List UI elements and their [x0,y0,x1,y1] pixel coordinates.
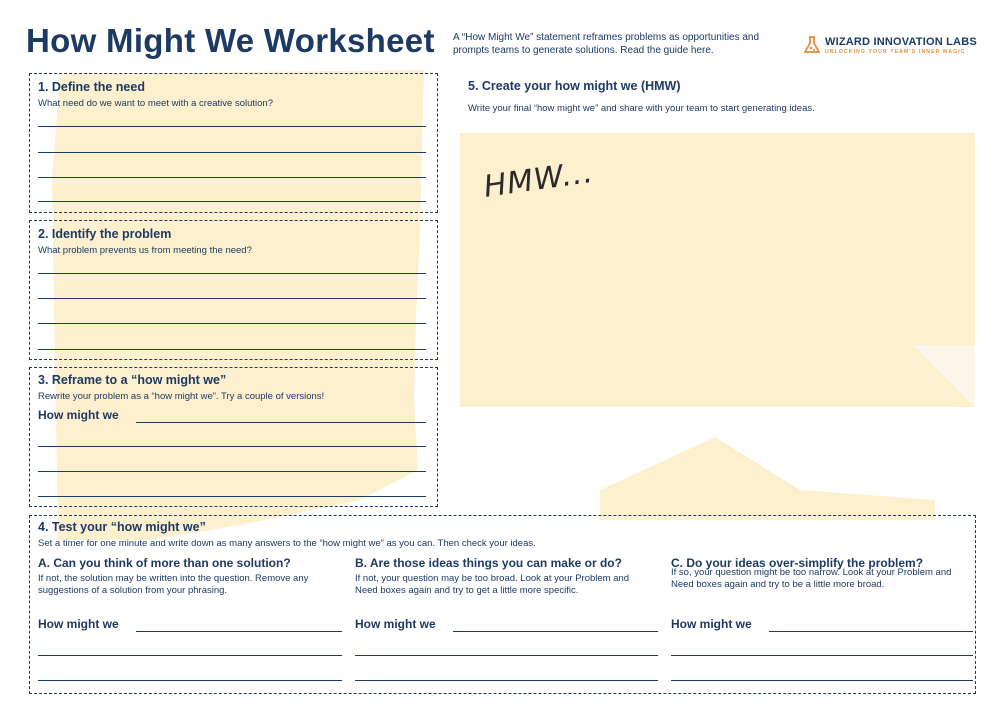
hmw-writing-line[interactable] [136,422,426,423]
writing-line[interactable] [671,655,973,656]
identify-problem-heading: 2. Identify the problem [38,227,172,241]
test-column-b-hmw-label: How might we [355,617,436,631]
test-column-c-text: If so, your question might be too narrow. Look at your Problem and Need boxes again and try to be a little more broad. [671,567,952,590]
create-hmw-prompt: Write your final “how might we” and share with your team to start generating ideas. [468,103,815,114]
writing-line[interactable] [38,655,342,656]
hmw-writing-line[interactable] [769,631,973,632]
test-column-a-hmw-label: How might we [38,617,119,631]
logo [803,36,977,55]
reframe-heading: 3. Reframe to a “how might we” [38,373,227,387]
writing-line[interactable] [38,349,426,350]
reframe-prompt: Rewrite your problem as a “how might we”. Try a couple of versions! [38,391,325,402]
writing-line[interactable] [355,655,658,656]
logo-name: WIZARD INNOVATION LABS [825,36,977,48]
writing-line[interactable] [38,177,426,178]
test-hmw-box [29,515,976,694]
writing-line[interactable] [355,680,658,681]
writing-line[interactable] [38,152,426,153]
define-need-box [29,73,438,213]
intro-text[interactable]: A “How Might We” statement reframes problems as opportunities and prompts teams to generate solutions. Read the guide here. [453,32,760,56]
writing-line[interactable] [38,273,426,274]
writing-line[interactable] [38,446,426,447]
test-column-b-text: If not, your question may be too broad. Look at your Problem and Need boxes again and try to get a little more specific. [355,573,630,596]
reframe-box [29,367,438,507]
identify-problem-box [29,220,438,360]
writing-line[interactable] [38,680,342,681]
writing-line[interactable] [38,496,426,497]
test-hmw-heading: 4. Test your “how might we” [38,520,206,534]
test-column-b-heading: B. Are those ideas things you can make or do? [355,556,622,570]
writing-line[interactable] [38,201,426,202]
create-hmw-heading: 5. Create your how might we (HMW) [468,79,681,93]
page-title: How Might We Worksheet [26,22,435,59]
writing-line[interactable] [38,471,426,472]
reframe-hmw-label: How might we [38,408,119,422]
define-need-prompt: What need do we want to meet with a creative solution? [38,98,273,109]
bottom-highlight-shape [600,437,935,520]
test-column-a-text: If not, the solution may be written into the question. Remove any suggestions of a solution from your phrasing. [38,573,309,596]
writing-line[interactable] [38,323,426,324]
logo-tagline: UNLOCKING YOUR TEAM'S INNER MAGIC [825,49,966,55]
flask-icon [803,36,821,54]
identify-problem-prompt: What problem prevents us from meeting the need? [38,245,252,256]
writing-line[interactable] [38,298,426,299]
hmw-writing-line[interactable] [136,631,342,632]
hmw-writing-line[interactable] [453,631,658,632]
test-column-c-hmw-label: How might we [671,617,752,631]
define-need-heading: 1. Define the need [38,80,145,94]
test-hmw-prompt: Set a timer for one minute and write down as many answers to the “how might we” as you can. Then check your ideas. [38,538,536,549]
test-column-c-heading: C. Do your ideas over-simplify the problem? [671,556,924,570]
writing-line[interactable] [671,680,973,681]
test-column-a-heading: A. Can you think of more than one solution? [38,556,291,570]
hmw-handwriting: HMW... [481,154,596,205]
writing-line[interactable] [38,126,426,127]
